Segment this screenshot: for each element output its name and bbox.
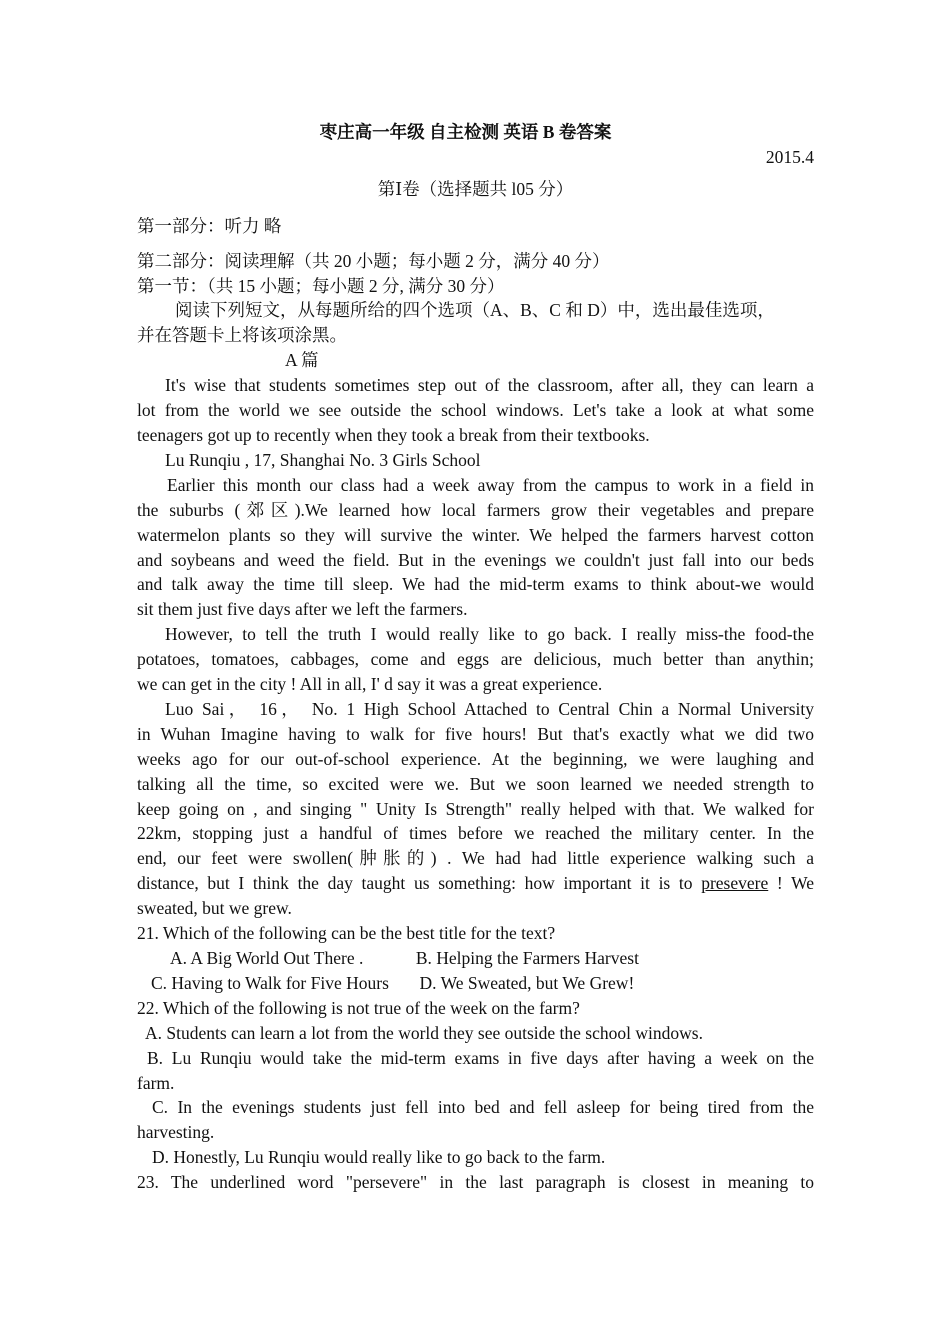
passage-line: However, to tell the truth I would really like to go back. I really miss-the food-the	[165, 624, 814, 645]
question-options: C. Having to Walk for Five Hours D. We Sweated, but We Grew!	[151, 972, 635, 993]
question-stem: 21. Which of the following can be the best title for the text?	[137, 923, 556, 944]
question-21	[137, 921, 814, 996]
underlined-word: presevere	[701, 873, 769, 894]
passage-paragraph-3	[137, 622, 814, 697]
passage-line-with-underline	[137, 871, 814, 896]
passage-line: and talk away the time till sleep. We had the mid-term exams to think about-we would	[137, 574, 814, 595]
question-option-d: D. Honestly, Lu Runqiu would really like to go back to the farm.	[152, 1147, 606, 1168]
passage-line: 22km, stopping just a handful of times before we reached the military center. In the	[137, 823, 814, 844]
passage-line: and soybeans and weed the field. But in the evenings we couldn't just fall into our beds	[137, 549, 814, 570]
question-option-a: A. Students can learn a lot from the world they see outside the school windows.	[145, 1022, 703, 1043]
instruction-line-2: 并在答题卡上将该项涂黑。	[137, 325, 347, 346]
passage-paragraph-4	[137, 697, 814, 921]
passage-text: distance, but I think the day taught us something: how important it is to	[137, 873, 702, 894]
instruction-line-1: 阅读下列短文，从每题所给的四个选项（A、B、C 和 D）中，选出最佳选项，	[175, 300, 775, 321]
exam-title: 枣庄高一年级 自主检测 英语 B 卷答案	[319, 122, 612, 142]
passage-text: ! We	[768, 873, 814, 894]
passage-paragraph-1	[137, 373, 814, 448]
passage-line: potatoes, tomatoes, cabbages, come and eggs are delicious, much better than anythin;	[137, 649, 814, 670]
student-name-1: Lu Runqiu , 17, Shanghai No. 3 Girls School	[165, 449, 481, 470]
passage-line: watermelon plants so they will survive the winter. We helped the farmers harvest cotton	[137, 524, 814, 545]
passage-line: weeks ago for our out-of-school experience. At the beginning, we were laughing and	[137, 748, 814, 769]
passage-line: we can get in the city ! All in all, I' d say it was a great experience.	[137, 674, 603, 695]
passage-line: sit them just five days after we left the farmers.	[137, 599, 468, 620]
passage-line: lot from the world we see outside the school windows. Let's take a look at what some	[137, 400, 814, 421]
passage-paragraph-2	[137, 473, 814, 622]
passage-line: the suburbs (郊区).We learned how local farmers grow their vegetables and prepare	[137, 499, 814, 520]
question-options: A. A Big World Out There . B. Helping the Farmers Harvest	[170, 948, 639, 968]
passage-line: teenagers got up to recently when they took a break from their textbooks.	[137, 424, 650, 445]
question-option-b: B. Lu Runqiu would take the mid-term exams in five days after having a week on the	[147, 1047, 814, 1068]
passage-line: sweated, but we grew.	[137, 898, 292, 919]
question-option-c: C. In the evenings students just fell into bed and fell asleep for being tired from the	[152, 1097, 814, 1118]
passage-line: keep going on , and singing " Unity Is Strength" really helped with that. We walked for	[137, 798, 814, 819]
section1-heading: 第一节：（共 15 小题；每小题 2 分, 满分 30 分）	[137, 275, 505, 296]
passage-line: Earlier this month our class had a week away from the campus to work in a field in	[167, 474, 814, 495]
document-content	[137, 120, 814, 1195]
passage-label: A 篇	[285, 350, 319, 371]
question-23	[137, 1170, 814, 1195]
question-stem: 22. Which of the following is not true of the week on the farm?	[137, 997, 580, 1018]
question-stem: 23. The underlined word "persevere" in the last paragraph is closest in meaning to	[137, 1172, 814, 1193]
volume-heading: 第Ⅰ卷（选择题共 l05 分）	[377, 178, 574, 199]
part1-heading: 第一部分：听力 略	[137, 215, 282, 236]
part2-heading: 第二部分：阅读理解（共 20 小题；每小题 2 分，满分 40 分）	[137, 250, 610, 271]
passage-line: end, our feet were swollen(肿胀的) . We had had little experience walking such a	[137, 848, 814, 869]
passage-line: It's wise that students sometimes step out of the classroom, after all, they can learn a	[165, 375, 814, 396]
question-22	[137, 996, 814, 1170]
passage-line: Luo Sai， 16， No. 1 High School Attached to Central Chin a Normal University	[165, 698, 814, 719]
question-option-c-cont: harvesting.	[137, 1122, 215, 1143]
passage-line: talking all the time, so excited were we. But we soon learned we needed strength to	[137, 773, 814, 794]
question-option-b-cont: farm.	[137, 1072, 175, 1093]
exam-date: 2015.4	[765, 146, 814, 167]
passage-line: in Wuhan Imagine having to walk for five hours! But that's exactly what we did two	[137, 723, 814, 744]
